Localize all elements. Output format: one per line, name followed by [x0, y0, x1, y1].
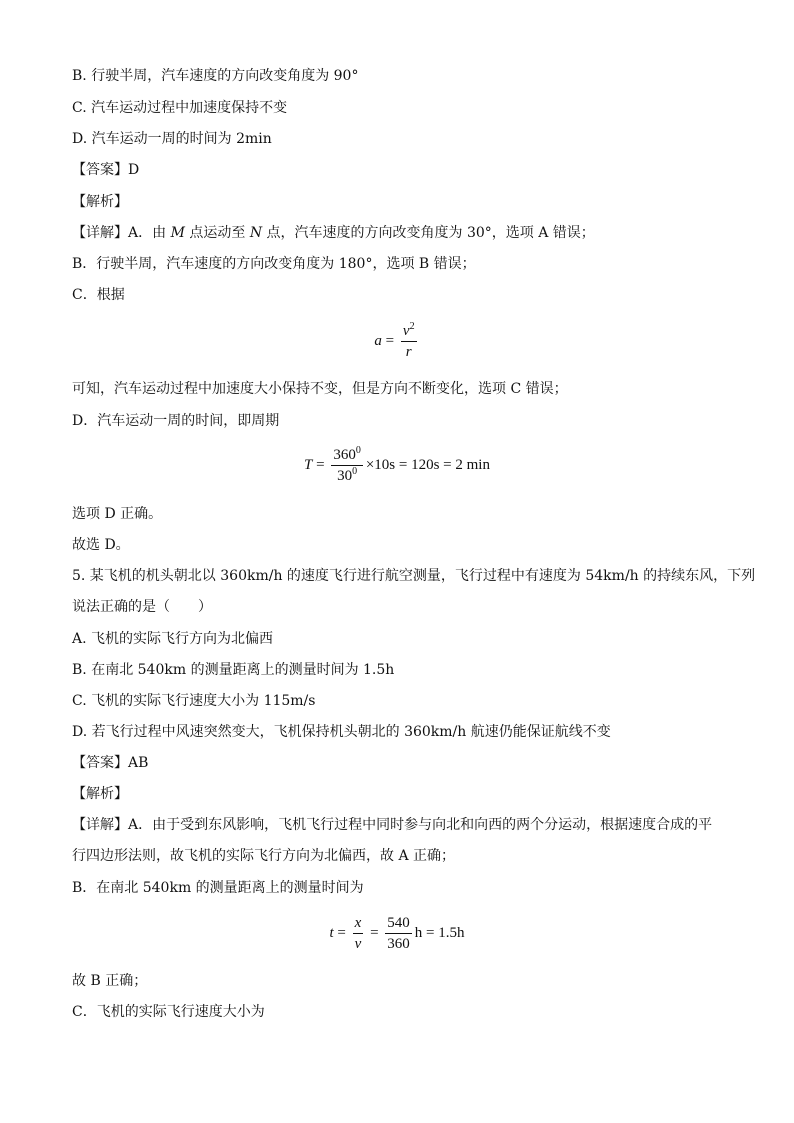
- formula-operator: =: [366, 924, 383, 941]
- formula-operator: =: [381, 332, 398, 349]
- fraction-numerator: [331, 446, 363, 466]
- formula-number: 30: [337, 468, 353, 484]
- formula-fraction: [385, 914, 412, 953]
- formula-operator: =: [333, 924, 350, 941]
- q5-option-d: D. 若飞行过程中风速突然变大，飞机保持机头朝北的 360km/h 航速仍能保证航线不变: [72, 724, 611, 740]
- q4-answer: 【答案】D: [72, 162, 140, 178]
- formula-exponent: 2: [409, 321, 415, 332]
- formula-exponent: 0: [352, 466, 358, 477]
- q4-detail-d: D．汽车运动一周的时间，即周期: [72, 413, 280, 429]
- formula-number: 360: [333, 447, 356, 463]
- point-n-label: N: [249, 225, 263, 241]
- q4-final-answer: 故选 D。: [72, 537, 130, 553]
- fraction-numerator: 540: [385, 914, 412, 934]
- fraction-numerator: x: [353, 914, 364, 934]
- q5-answer: 【答案】AB: [72, 755, 149, 771]
- point-m-label: M: [170, 225, 185, 241]
- q5-option-a: A. 飞机的实际飞行方向为北偏西: [72, 631, 274, 647]
- formula-symbol: a: [374, 332, 382, 349]
- q4-detail-a-text: 点运动至: [184, 225, 250, 241]
- q4-detail-a: [72, 223, 722, 243]
- formula-centripetal-acceleration: [0, 322, 794, 361]
- q5-analysis-label: 【解析】: [72, 786, 128, 802]
- formula-operator: =: [312, 456, 329, 473]
- q5-detail-b-conclusion: 故 B 正确；: [72, 973, 148, 989]
- formula-rest: h = 1.5h: [414, 924, 465, 941]
- q5-stem-line1: 5. 某飞机的机头朝北以 360km/h 的速度飞行进行航空测量，飞行过程中有速度为 54km/h 的持续东风，下列: [72, 568, 756, 584]
- q5-detail-c: C．飞机的实际飞行速度大小为: [72, 1004, 265, 1020]
- formula-fraction: [331, 446, 363, 485]
- fraction-denominator: [331, 466, 363, 485]
- formula-rest: ×10s = 120s = 2 min: [365, 456, 490, 473]
- fraction-numerator: [401, 322, 417, 342]
- formula-fraction: [353, 914, 364, 953]
- q4-detail-d-conclusion: 选项 D 正确。: [72, 506, 163, 522]
- q4-option-c: C. 汽车运动过程中加速度保持不变: [72, 100, 288, 116]
- fraction-denominator: r: [405, 344, 412, 360]
- q5-option-b: B. 在南北 540km 的测量距离上的测量时间为 1.5h: [72, 662, 395, 678]
- formula-fraction: [401, 322, 417, 361]
- formula-period: [0, 446, 794, 485]
- q4-option-b: B. 行驶半周，汽车速度的方向改变角度为 90°: [72, 68, 359, 84]
- q4-analysis-label: 【解析】: [72, 194, 128, 210]
- fraction-denominator: 360: [387, 936, 410, 952]
- q4-option-d: D. 汽车运动一周的时间为 2min: [72, 131, 272, 147]
- formula-measurement-time: [0, 914, 794, 953]
- q4-detail-c-conclusion: 可知，汽车运动过程中加速度大小保持不变，但是方向不断变化，选项 C 错误；: [72, 381, 568, 397]
- formula-symbol: t: [329, 924, 334, 941]
- q4-detail-a-text: 【详解】A．由: [72, 225, 171, 241]
- q5-detail-b: B．在南北 540km 的测量距离上的测量时间为: [72, 880, 364, 896]
- q4-detail-b: B．行驶半周，汽车速度的方向改变角度为 180°，选项 B 错误；: [72, 256, 476, 272]
- formula-symbol: v: [402, 323, 410, 339]
- q5-stem-line2: 说法正确的是（ ）: [72, 599, 212, 615]
- q5-detail-a-line1: 【详解】A．由于受到东风影响，飞机飞行过程中同时参与向北和向西的两个分运动，根据速度合成的平: [72, 817, 713, 833]
- formula-exponent: 0: [355, 445, 361, 456]
- q4-detail-c: C．根据: [72, 287, 125, 303]
- q5-option-c: C. 飞机的实际飞行速度大小为 115m/s: [72, 693, 316, 709]
- fraction-denominator: v: [354, 936, 362, 952]
- q4-detail-a-text: 点，汽车速度的方向改变角度为 30°，选项 A 错误；: [262, 225, 595, 241]
- formula-symbol: T: [304, 456, 313, 473]
- q5-detail-a-line2: 行四边形法则，故飞机的实际飞行方向为北偏西，故 A 正确；: [72, 848, 456, 864]
